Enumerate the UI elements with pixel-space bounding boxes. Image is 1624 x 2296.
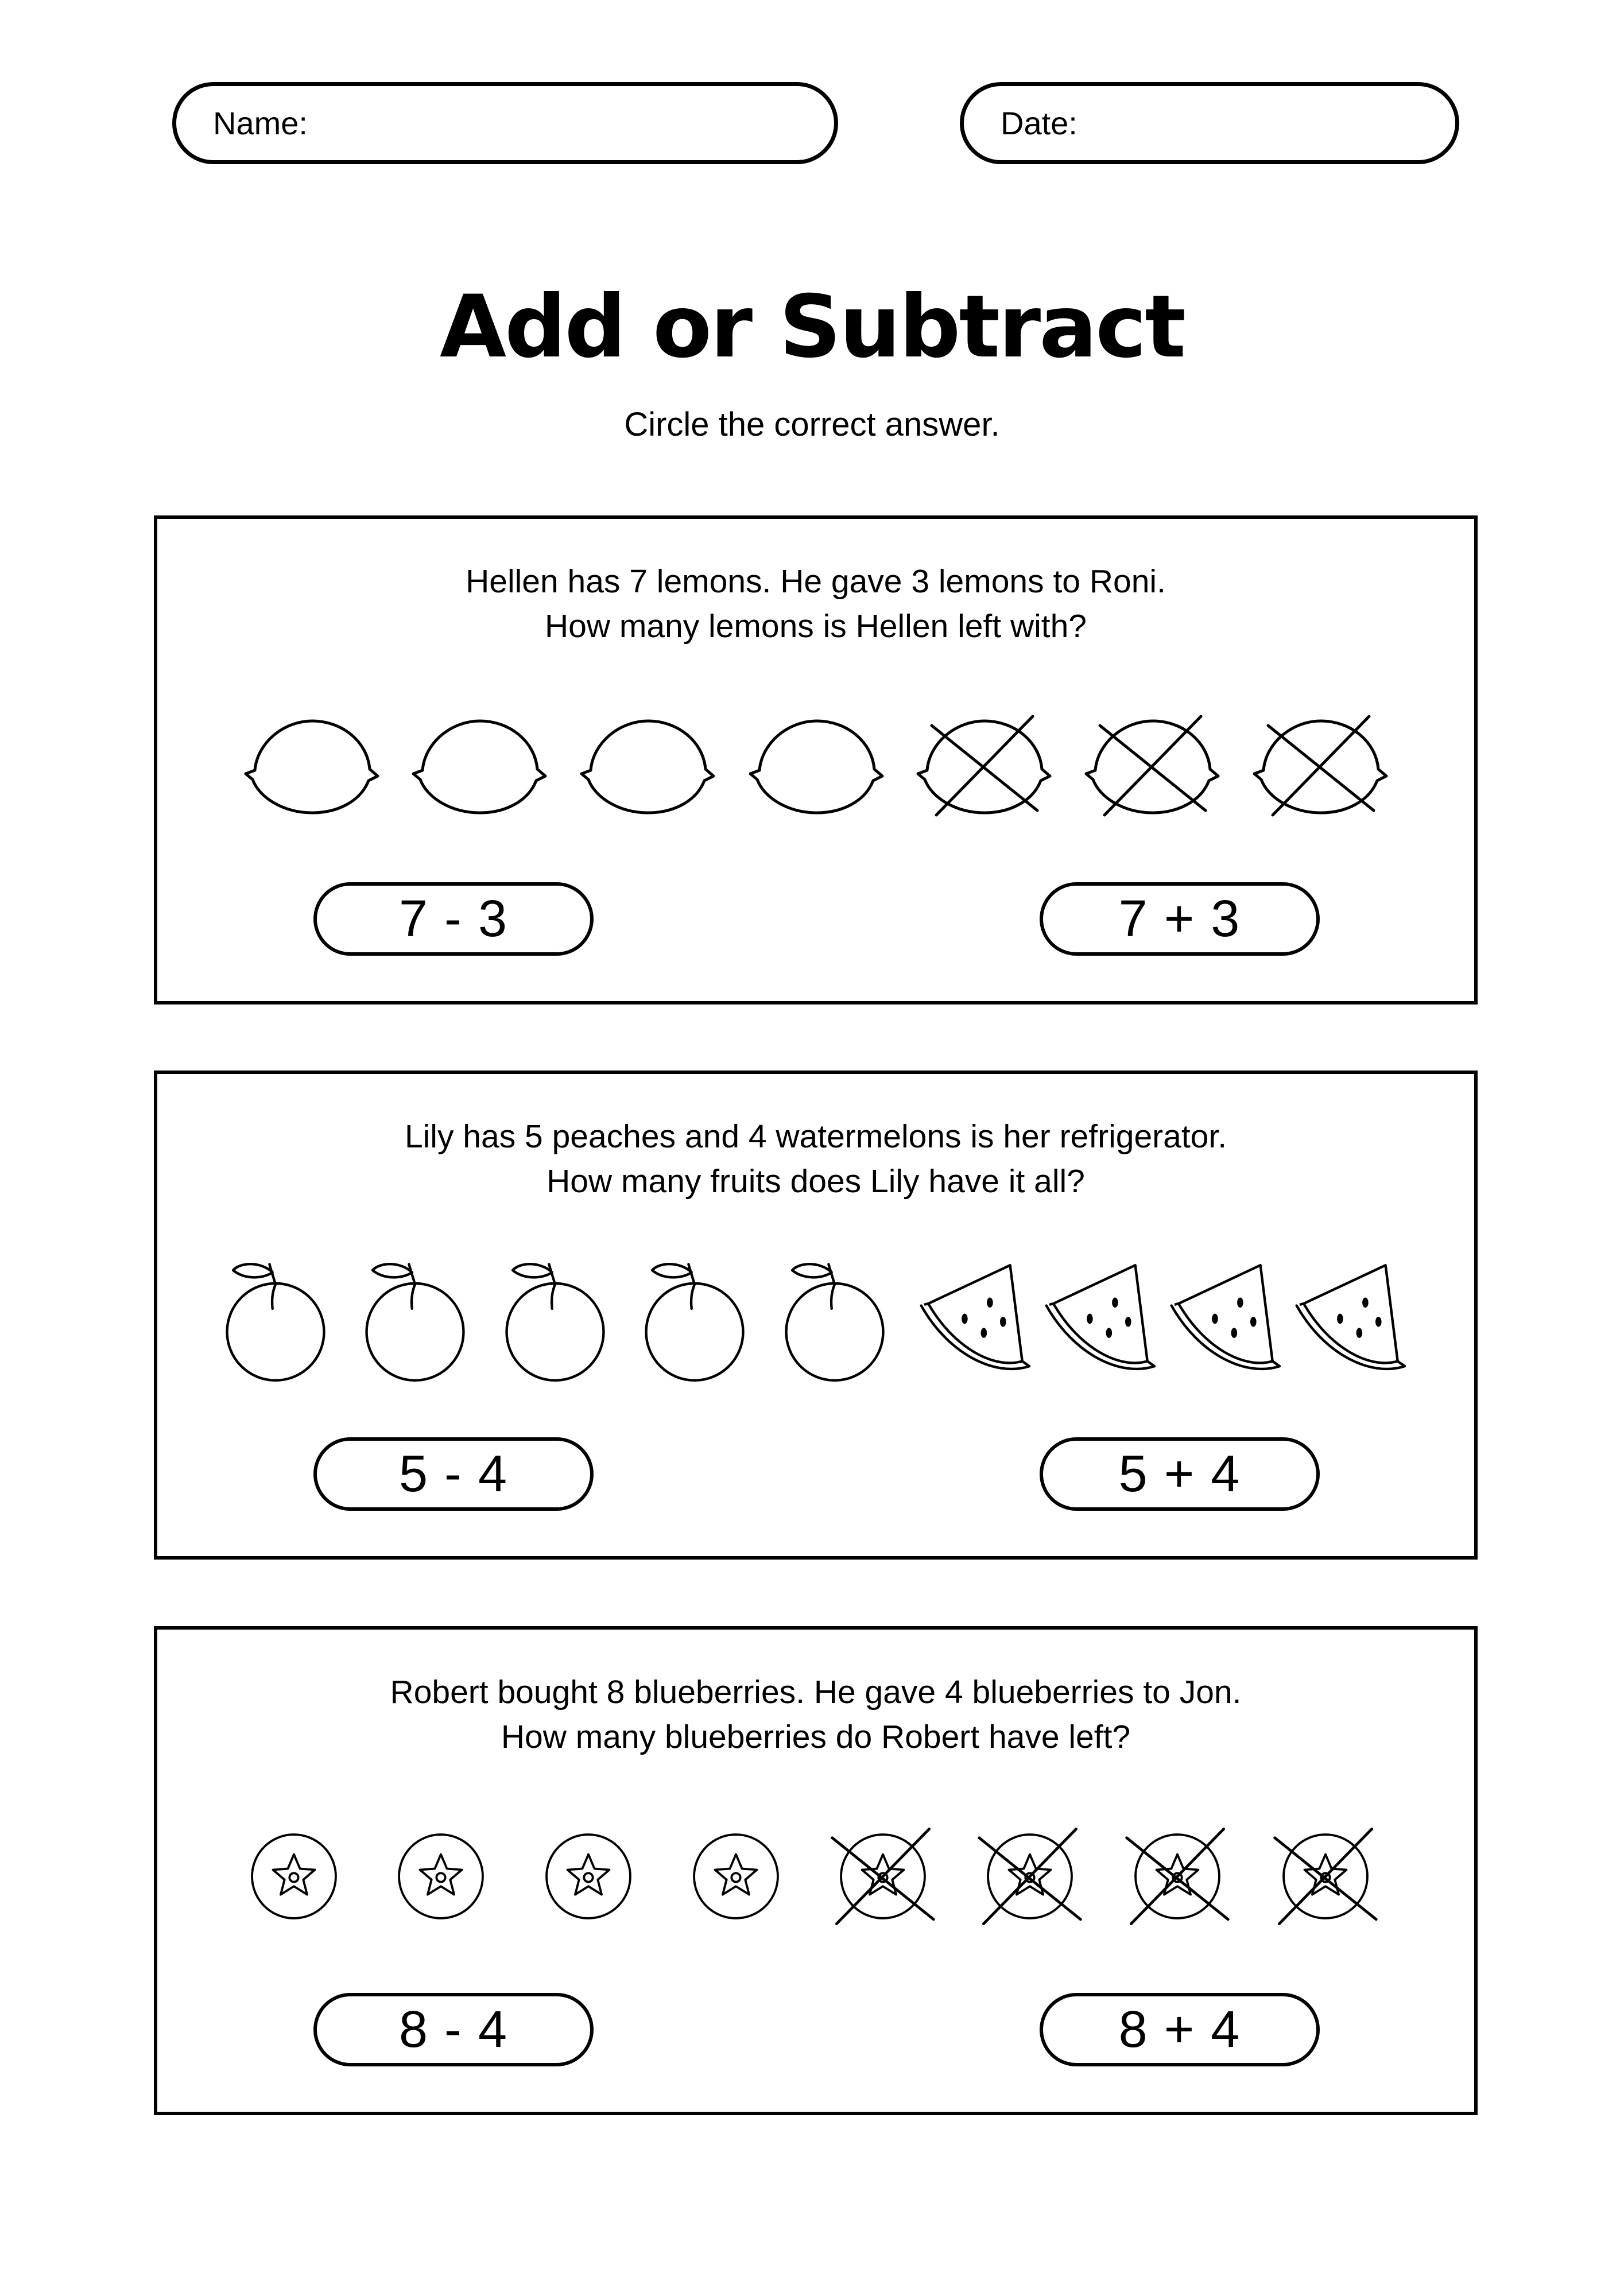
date-label: Date: [1001,105,1078,141]
answer-option-subtract[interactable] [313,1993,594,2066]
problem-card-blueberries [154,1626,1478,2115]
question-line: Hellen has 7 lemons. He gave 3 lemons to Roni. [466,563,1166,600]
fruit-row [157,1802,1474,1951]
page-title: Add or Subtract [439,277,1185,377]
answer-option-subtract[interactable] [313,1437,594,1511]
question-line: Robert bought 8 blueberries. He gave 4 blueberries to Jon. [390,1674,1242,1711]
peach-icon [507,1264,604,1380]
lemon-icon [750,721,882,813]
lemon-icon [1254,716,1386,815]
question-text [157,1670,1474,1759]
answer-option-label: 5 - 4 [398,1445,509,1503]
problem-card-peaches-watermelons [154,1071,1478,1560]
blueberry-icon [252,1835,336,1918]
instruction-text: Circle the correct answer. [624,406,1000,443]
peach-icon [227,1264,324,1380]
lemon-icon [413,721,545,813]
fruit-row [157,1246,1474,1395]
lemon-icon [918,716,1050,815]
question-line: How many blueberries do Robert have left? [501,1719,1131,1755]
peach-icon [646,1264,743,1380]
watermelon-slice-icon [921,1265,1029,1369]
problem-card-lemons [154,515,1478,1004]
blueberry-icon [1127,1829,1228,1923]
lemon-icon [1086,716,1218,815]
question-text [157,1114,1474,1204]
name-label: Name: [213,105,308,141]
answer-option-add[interactable] [1040,1437,1320,1511]
blueberry-icon [979,1829,1081,1923]
answer-option-add[interactable] [1040,882,1320,956]
lemon-icon [246,721,378,813]
watermelon-slice-icon [1172,1265,1280,1369]
peach-icon [367,1264,464,1380]
blueberry-icon [1275,1829,1377,1923]
answer-option-label: 7 - 3 [398,890,509,948]
peach-icon [786,1264,883,1380]
blueberry-icon [694,1835,778,1918]
blueberry-icon [546,1835,630,1918]
watermelon-slice-icon [1297,1265,1405,1369]
fruit-row [157,691,1474,840]
date-field[interactable] [960,82,1459,164]
question-line: Lily has 5 peaches and 4 watermelons is her refrigerator. [404,1118,1227,1155]
question-text [157,559,1474,649]
name-field[interactable] [172,82,838,164]
blueberry-icon [399,1835,483,1918]
answer-option-label: 7 + 3 [1118,890,1241,948]
answer-option-label: 5 + 4 [1118,1445,1241,1503]
answer-option-label: 8 + 4 [1118,2000,1241,2058]
question-line: How many lemons is Hellen left with? [544,608,1087,645]
answer-option-label: 8 - 4 [398,2000,509,2058]
answer-option-subtract[interactable] [313,882,594,956]
watermelon-slice-icon [1047,1265,1154,1369]
answer-option-add[interactable] [1040,1993,1320,2066]
question-line: How many fruits does Lily have it all? [546,1163,1085,1200]
lemon-icon [582,721,714,813]
blueberry-icon [832,1829,934,1923]
